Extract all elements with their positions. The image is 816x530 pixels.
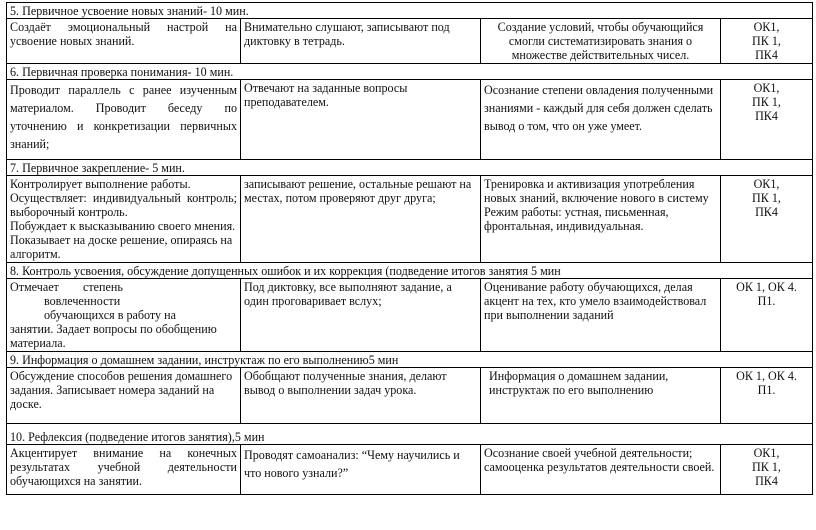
- section-title: 10. Рефлексия (подведение итогов занятия),5 мин: [7, 424, 813, 445]
- section-header-row: [7, 64, 813, 80]
- expected-result: Осознание своей учебной деятельности; самооценка результатов деятельности своей.: [481, 445, 721, 495]
- section-content-row: [7, 176, 813, 263]
- expected-result: Тренировка и активизация употребления новых знаний, включение нового в систему Режим работы: устная, письменная, фронтальная, индивидуальная.: [481, 176, 721, 263]
- competency-code: ОК1,: [753, 81, 780, 95]
- teacher-activity: Проводит параллель с ранее изученным материалом. Проводит беседу по уточнению и конкретизации первичных знаний;: [7, 80, 241, 160]
- competency-code: ОК 1, ОК 4.: [736, 280, 797, 294]
- section-title: 6. Первичная проверка понимания- 10 мин.: [7, 64, 813, 80]
- expected-result: Создание условий, чтобы обучающийся смогли систематизировать знания о множестве действительных чисел.: [481, 19, 721, 64]
- competency-code: П1.: [757, 383, 776, 397]
- competency-code: ПК 1,: [752, 191, 781, 205]
- teacher-line: Побуждает к высказыванию своего мнения. Показывает на доске решение, опираясь на алгоритм.: [10, 219, 236, 261]
- section-content-row: [7, 368, 813, 424]
- section-content-row: [7, 445, 813, 495]
- competency-code: ПК 1,: [752, 95, 781, 109]
- competency-code: ОК 1, ОК 4.: [736, 369, 797, 383]
- teacher-activity: Акцентирует внимание на конечных результатах учебной деятельности обучающихся на занятии.: [7, 445, 241, 495]
- teacher-line: обучающихся в работу на: [44, 308, 176, 322]
- competency-code: ПК4: [755, 48, 778, 62]
- section-header-row: [7, 160, 813, 176]
- student-activity: записывают решение, остальные решают на местах, потом проверяют друг друга;: [241, 176, 481, 263]
- teacher-activity: Обсуждение способов решения домашнего задания. Записывает номера заданий на доске.: [7, 368, 241, 424]
- teacher-activity: [7, 279, 241, 352]
- expected-result: Осознание степени овладения полученными знаниями - каждый для себя должен сделать вывод о том, что он уже умеет.: [481, 80, 721, 160]
- expected-result: Оценивание работу обучающихся, делая акцент на тех, кто умело взаимодействовал при выполнении заданий: [481, 279, 721, 352]
- competency-code: ОК1,: [753, 177, 780, 191]
- competency-code: ПК4: [755, 205, 778, 219]
- section-content-row: [7, 80, 813, 160]
- section-content-row: [7, 19, 813, 64]
- competencies: [721, 279, 813, 352]
- teacher-line: Осуществляет: индивидуальный контроль; выборочный контроль.: [10, 191, 237, 219]
- teacher-activity: Создаёт эмоциональный настрой на усвоение новых знаний.: [7, 19, 241, 64]
- student-activity: Внимательно слушают, записывают под диктовку в тетрадь.: [241, 19, 481, 64]
- competency-code: ОК1,: [753, 20, 780, 34]
- competencies: [721, 445, 813, 495]
- competency-code: ПК4: [755, 474, 778, 488]
- section-header-row: [7, 263, 813, 279]
- section-header-row: [7, 3, 813, 19]
- teacher-line: занятии. Задает вопросы по обобщению материала.: [10, 322, 217, 350]
- competency-code: ПК 1,: [752, 34, 781, 48]
- teacher-line: Отмечает степень: [10, 280, 123, 294]
- student-activity: Обобщают полученные знания, делают вывод о выполнении задач урока.: [241, 368, 481, 424]
- section-header-row: [7, 352, 813, 368]
- teacher-line: вовлеченности: [44, 294, 121, 308]
- competency-code: ПК4: [755, 109, 778, 123]
- competencies: [721, 80, 813, 160]
- competencies: [721, 368, 813, 424]
- student-activity: Под диктовку, все выполняют задание, а один проговаривает вслух;: [241, 279, 481, 352]
- section-title: 9. Информация о домашнем задании, инструктаж по его выполнению5 мин: [7, 352, 813, 368]
- expected-result: Информация о домашнем задании, инструктаж по его выполнению: [481, 368, 721, 424]
- student-activity: Отвечают на заданные вопросы преподавателем.: [241, 80, 481, 160]
- competency-code: ОК1,: [753, 446, 780, 460]
- student-activity: Проводят самоанализ: “Чему научились и что нового узнали?”: [241, 445, 481, 495]
- section-header-row: [7, 424, 813, 445]
- section-title: 7. Первичное закрепление- 5 мин.: [7, 160, 813, 176]
- teacher-line: Контролирует выполнение работы.: [10, 177, 191, 191]
- section-title: 5. Первичное усвоение новых знаний- 10 мин.: [7, 3, 813, 19]
- section-content-row: [7, 279, 813, 352]
- competency-code: ПК 1,: [752, 460, 781, 474]
- competencies: [721, 19, 813, 64]
- lesson-plan-page: [6, 2, 812, 495]
- competencies: [721, 176, 813, 263]
- competency-code: П1.: [757, 294, 776, 308]
- section-title: 8. Контроль усвоения, обсуждение допущенных ошибок и их коррекция (подведение итогов занятия 5 мин: [7, 263, 813, 279]
- lesson-stages-table: [6, 2, 813, 495]
- teacher-activity: [7, 176, 241, 263]
